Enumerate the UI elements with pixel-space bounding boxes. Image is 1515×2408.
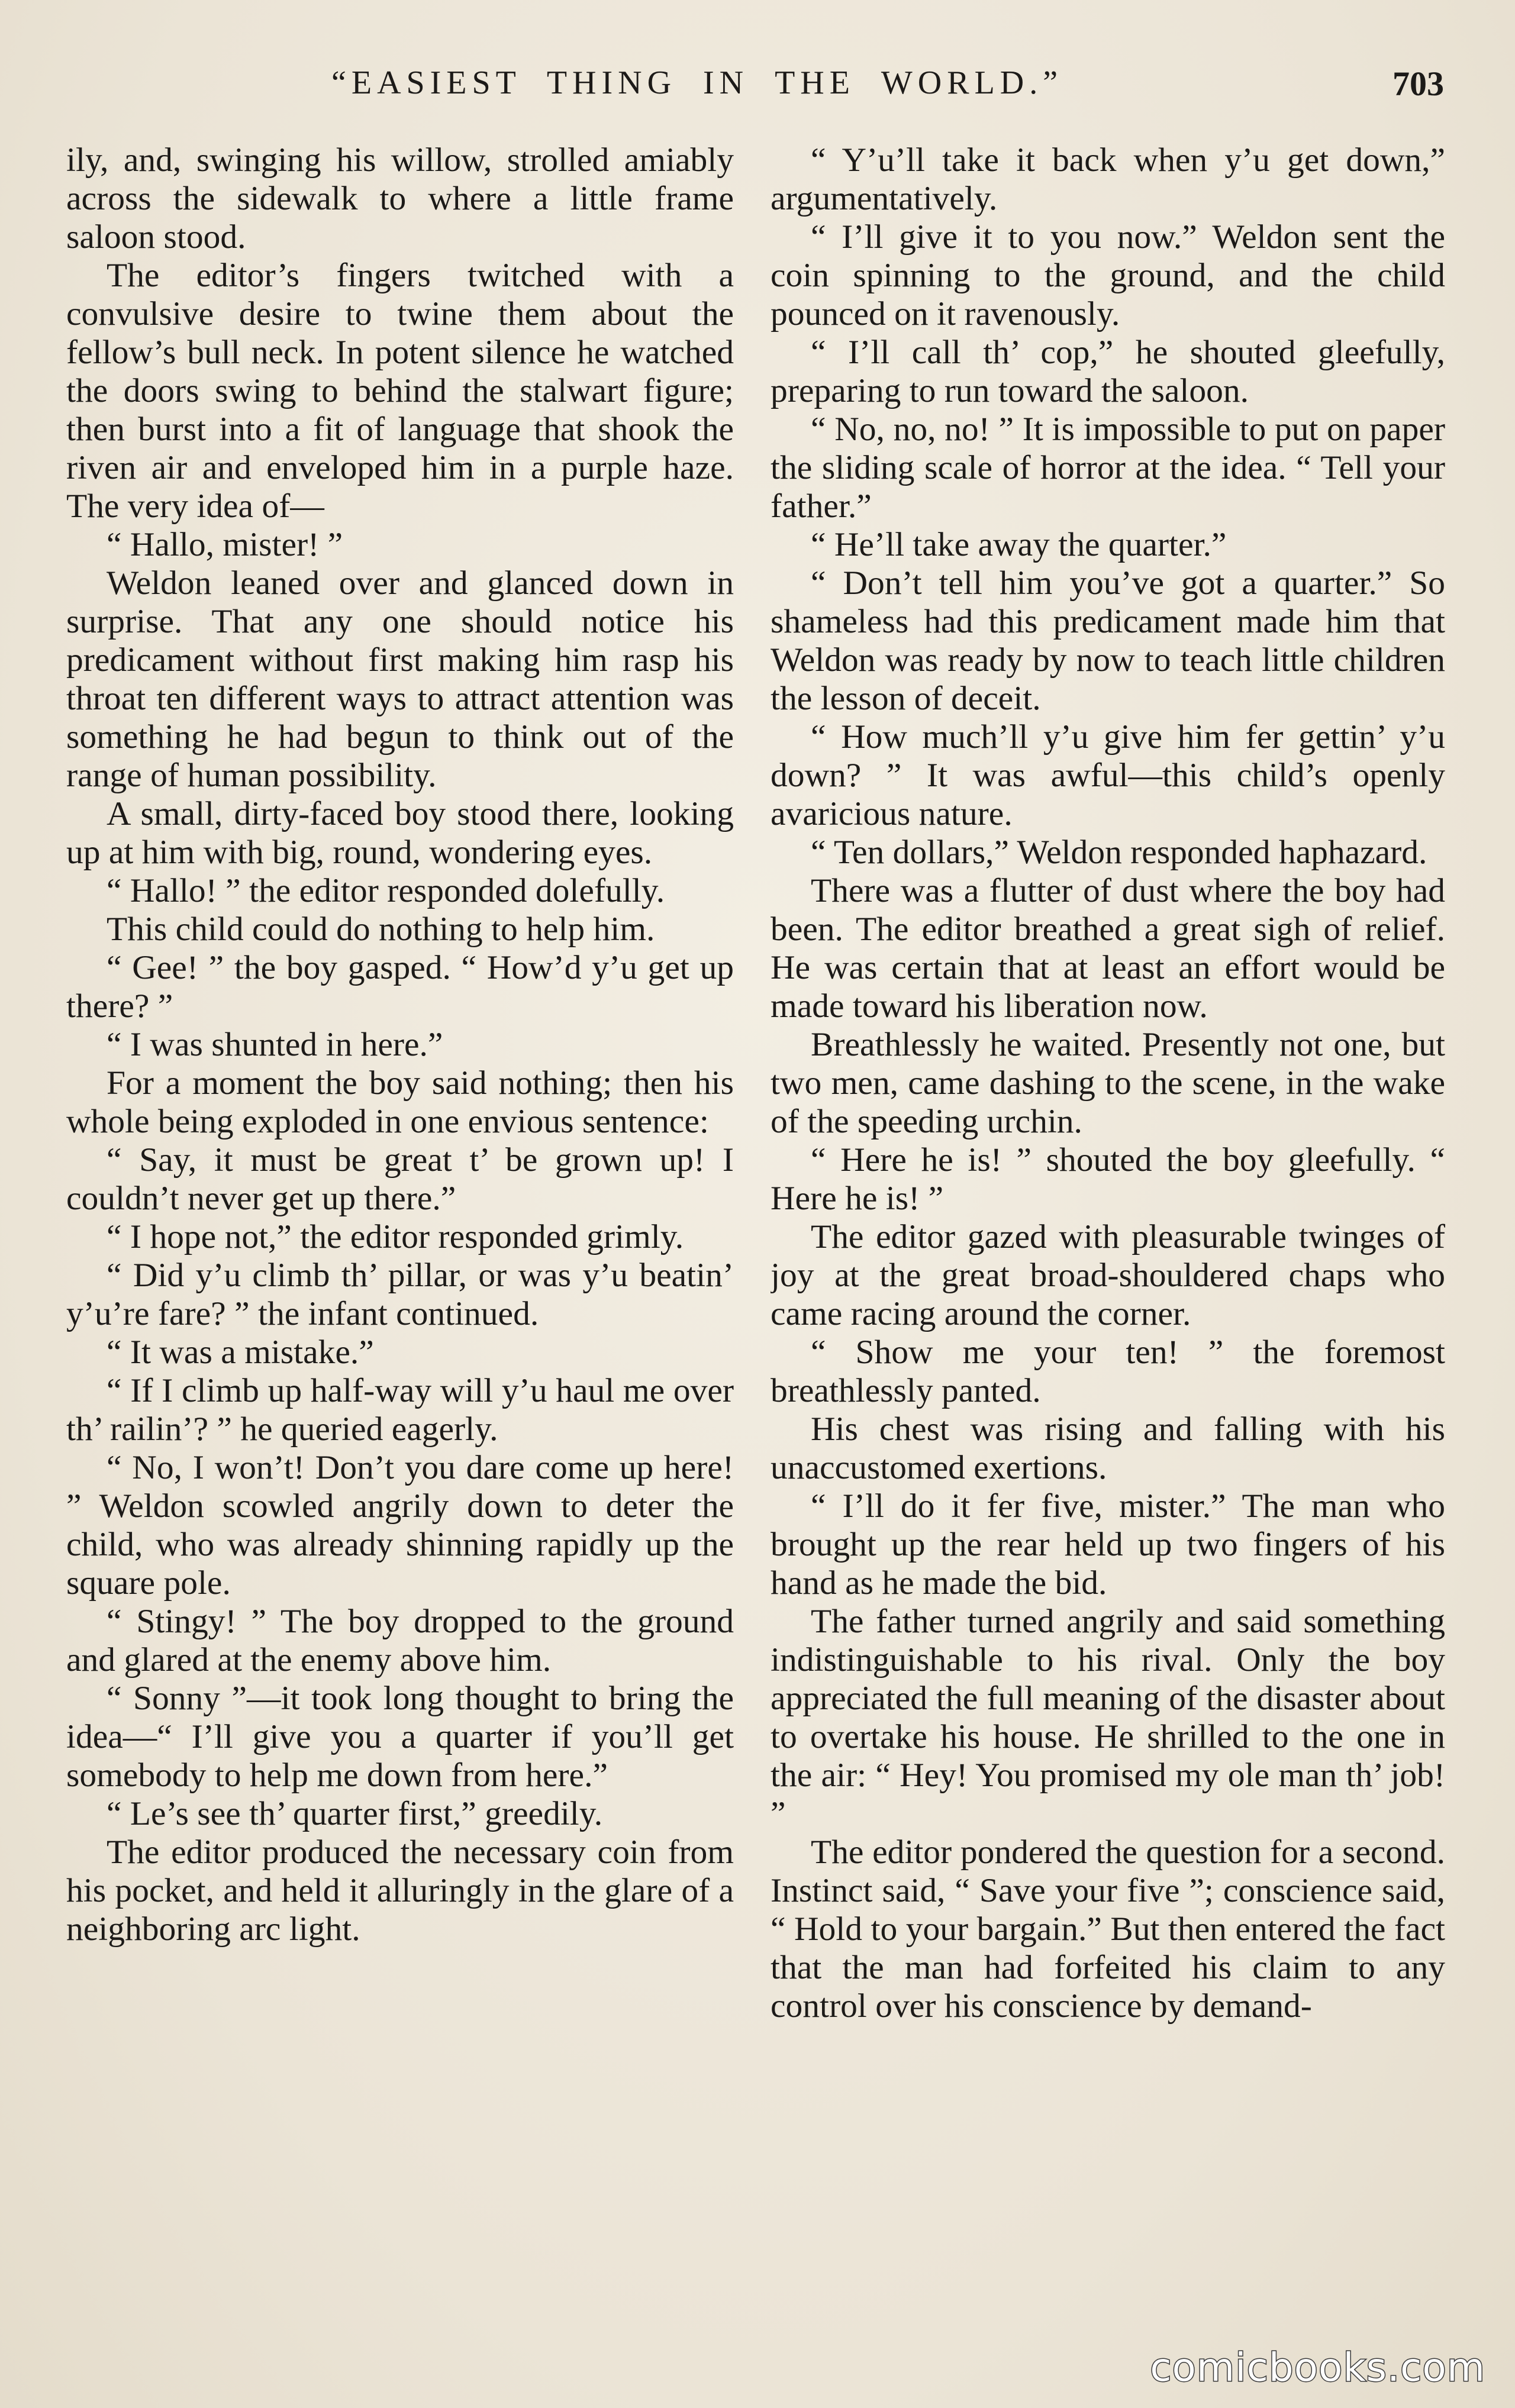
paragraph: “ Here he is! ” shouted the boy gleefully. “ Here he is! ” bbox=[771, 1141, 1445, 1217]
paragraph: “ How much’ll y’u give him fer gettin’ y’u down? ” It was awful—this child’s openly avaricious nature. bbox=[771, 718, 1445, 832]
paragraph: His chest was rising and falling with his unaccustomed exertions. bbox=[771, 1410, 1445, 1486]
paragraph: “ Hallo! ” the editor responded dolefully. bbox=[107, 872, 665, 909]
paragraph: “ I hope not,” the editor responded grimly. bbox=[107, 1218, 684, 1255]
paragraph: The editor’s fingers twitched with a convulsive desire to twine them about the fellow’s bull neck. In potent silence he watched the doors swing to behind the stalwart figure; then burst into a fit of language that shook the riven air and enveloped him in a purple haze. The very idea of— bbox=[66, 257, 734, 525]
paragraph: This child could do nothing to help him. bbox=[107, 911, 655, 948]
paragraph: “ It was a mistake.” bbox=[107, 1334, 374, 1371]
paragraph: The editor produced the necessary coin from his pocket, and held it alluringly in the glare of a neighboring arc light. bbox=[66, 1834, 734, 1948]
paragraph: “ Le’s see th’ quarter first,” greedily. bbox=[107, 1795, 603, 1832]
paragraph: ily, and, swinging his willow, strolled amiably across the sidewalk to where a little frame saloon stood. bbox=[66, 141, 734, 256]
paragraph: “ No, no, no! ” It is impossible to put on paper the sliding scale of horror at the idea. “ Tell your father.” bbox=[771, 411, 1445, 525]
paragraph: “ Sonny ”—it took long thought to bring the idea—“ I’ll give you a quarter if you’ll get somebody to help me down from here.” bbox=[66, 1680, 734, 1794]
page-header bbox=[0, 64, 1515, 111]
paragraph: The editor pondered the question for a second. Instinct said, “ Save your five ”; conscience said, “ Hold to your bargain.” But then entered the fact that the man had forfeited his claim to any control over his conscience by demand- bbox=[771, 1834, 1445, 2025]
page-number: 703 bbox=[1392, 64, 1444, 103]
paragraph: “ I’ll do it fer five, mister.” The man who brought up the rear held up two fingers of his hand as he made the bid. bbox=[771, 1487, 1445, 1602]
paragraph: “ Did y’u climb th’ pillar, or was y’u beatin’ y’u’re fare? ” the infant continued. bbox=[66, 1257, 734, 1332]
paragraph: Breathlessly he waited. Presently not one, but two men, came dashing to the scene, in the wake of the speeding urchin. bbox=[771, 1026, 1445, 1140]
paragraph: “ I’ll call th’ cop,” he shouted gleefully, preparing to run toward the saloon. bbox=[771, 334, 1445, 409]
paragraph: “ Gee! ” the boy gasped. “ How’d y’u get up there? ” bbox=[66, 949, 734, 1025]
paragraph: “ Stingy! ” The boy dropped to the ground and glared at the enemy above him. bbox=[66, 1603, 734, 1679]
paragraph: The editor gazed with pleasurable twinges of joy at the great broad-shouldered chaps who came racing around the corner. bbox=[771, 1218, 1445, 1332]
paragraph: For a moment the boy said nothing; then his whole being exploded in one envious sentence: bbox=[66, 1064, 734, 1140]
paragraph: “ Ten dollars,” Weldon responded haphazard. bbox=[811, 834, 1427, 871]
paragraph: “ Hallo, mister! ” bbox=[107, 526, 343, 563]
paragraph: “ Say, it must be great t’ be grown up! I couldn’t never get up there.” bbox=[66, 1141, 734, 1217]
right-column bbox=[771, 141, 1445, 2342]
paragraph: There was a flutter of dust where the boy had been. The editor breathed a great sigh of relief. He was certain that at least an effort would be made toward his liberation now. bbox=[771, 872, 1445, 1025]
paragraph: “ I’ll give it to you now.” Weldon sent the coin spinning to the ground, and the child pounced on it ravenously. bbox=[771, 218, 1445, 333]
left-column bbox=[66, 141, 734, 2342]
paragraph: “ Don’t tell him you’ve got a quarter.” So shameless had this predicament made him that Weldon was ready by now to teach little children the lesson of deceit. bbox=[771, 564, 1445, 717]
paragraph: The father turned angrily and said something indistinguishable to his rival. Only the boy appreciated the full meaning of the disaster about to overtake his house. He shrilled to the one in the air: “ Hey! You promised my ole man th’ job! ” bbox=[771, 1603, 1445, 1832]
paragraph: A small, dirty-faced boy stood there, looking up at him with big, round, wondering eyes. bbox=[66, 795, 734, 871]
paragraph: “ I was shunted in here.” bbox=[107, 1026, 443, 1063]
paragraph: “ He’ll take away the quarter.” bbox=[811, 526, 1227, 563]
paragraph: “ If I climb up half-way will y’u haul me over th’ railin’? ” he queried eagerly. bbox=[66, 1372, 734, 1448]
paragraph: “ Y’u’ll take it back when y’u get down,” argumentatively. bbox=[771, 141, 1445, 217]
watermark-logo: comicbooks.com bbox=[1150, 2345, 1485, 2390]
paragraph: “ Show me your ten! ” the foremost breathlessly panted. bbox=[771, 1334, 1445, 1409]
running-title: “EASIEST THING IN THE WORLD.” bbox=[331, 64, 1063, 101]
paragraph: “ No, I won’t! Don’t you dare come up here! ” Weldon scowled angrily down to deter the child, who was already shinning rapidly up the square pole. bbox=[66, 1449, 734, 1602]
paragraph: Weldon leaned over and glanced down in surprise. That any one should notice his predicament without first making him rasp his throat ten different ways to attract attention was something he had begun to think out of the range of human possibility. bbox=[66, 564, 734, 794]
